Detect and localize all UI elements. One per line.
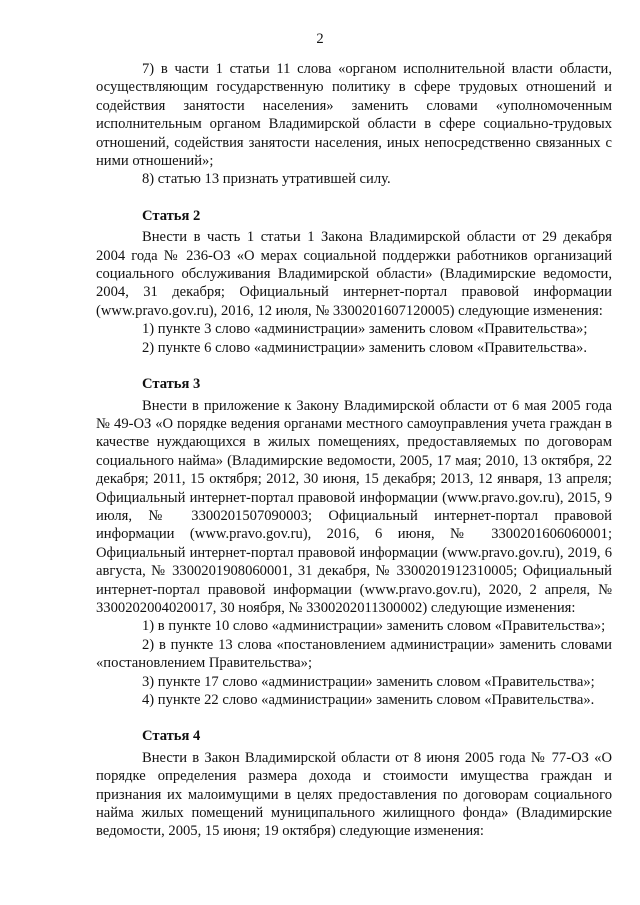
article3-item-2: 2) в пункте 13 слова «постановлением администрации» заменить словами «постановлением Правительства»; — [96, 636, 612, 672]
article3-item-1: 1) в пункте 10 слово «администрации» заменить словом «Правительства»; — [142, 618, 606, 635]
article3-item-4: 4) пункте 22 слово «администрации» заменить словом «Правительства». — [142, 692, 595, 708]
article1-item-8: 8) статью 13 признать утратившей силу. — [142, 171, 391, 188]
document-body — [96, 60, 612, 841]
article3-item-3: 3) пункте 17 слово «администрации» заменить словом «Правительства»; — [142, 673, 595, 690]
article4-heading: Статья 4 — [142, 728, 201, 745]
article2-item-1: 1) пункте 3 слово «администрации» заменить словом «Правительства»; — [142, 321, 588, 338]
article2-heading: Статья 2 — [142, 207, 201, 224]
article1-item-7: 7) в части 1 статьи 11 слова «органом исполнительной власти области, осуществляющим государственную политику в сфере трудовых отношений и содействия занятости населения» заменить словами «уполномоченным исполнительным органом Владимирской области в сфере социально-трудовых отношений, содействия занятости населения, иных непосредственно связанных с ними отношений»; — [96, 61, 612, 170]
article2-item-2: 2) пункте 6 слово «администрации» заменить словом «Правительства». — [142, 339, 587, 356]
article3-heading: Статья 3 — [142, 376, 201, 393]
article4-intro: Внести в Закон Владимирской области от 8 июня 2005 года № 77-ОЗ «О порядке определения размера дохода и стоимости имущества граждан и признания их малоимущими в целях предоставления по договорам социального найма жилых помещений муниципального жилищного фонда» (Владимирские ведомости, 2005, 15 июня; 19 октября) следующие изменения: — [96, 749, 612, 840]
article3-intro: Внести в приложение к Закону Владимирской области от 6 мая 2005 года № 49-ОЗ «О порядке ведения органами местного самоуправления учета граждан в качестве нуждающихся в жилых помещениях, предоставляемых по договорам социального найма» (Владимирские ведомости, 2005, 17 мая; 2010, 13 октября, 22 декабря; 2011, 15 октября; 2012, 30 июня, 15 декабря; 2013, 12 января, 13 апреля; Официальный интернет-портал правовой информации (www.pravo.gov.ru), 2015, 9 июля, № 3300201507090003; Официальный интернет-портал правовой информации (www.pravo.gov.ru), 2016, 6 июня, № 3300201606060001; Официальный интернет-портал правовой информации (www.pravo.gov.ru), 2019, 6 августа, № 3300201908060001, 31 декабря, № 3300201912310005; Официальный интернет-портал правовой информации (www.pravo.gov.ru), 2020, 2 апреля, № 3300202004020017, 30 ноября, № 3300202011300002) следующие изменения: — [96, 397, 612, 616]
article2-intro: Внести в часть 1 статьи 1 Закона Владимирской области от 29 декабря 2004 года № 236-ОЗ «О мерах социальной поддержки работников организаций социального обслуживания Владимирской области» (Владимирские ведомости, 2004, 31 декабря; Официальный интернет-портал правовой информации (www.pravo.gov.ru), 2016, 12 июля, № 3300201607120005) следующие изменения: — [96, 229, 612, 319]
page-number: 2 — [316, 31, 324, 47]
